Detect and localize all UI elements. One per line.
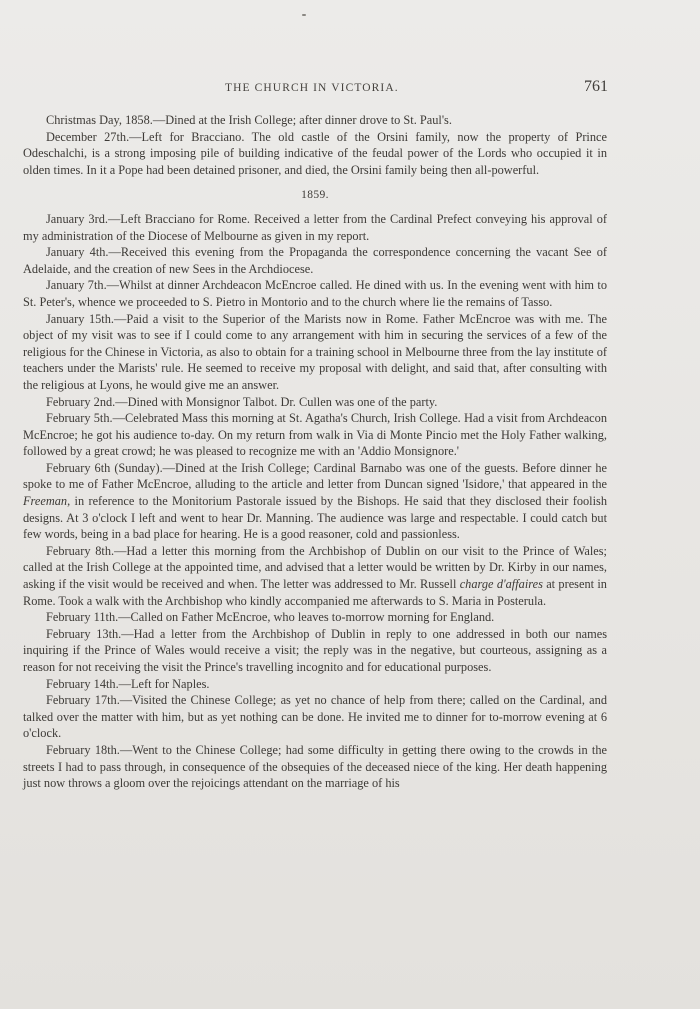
year-heading: 1859.	[301, 189, 329, 202]
running-header	[0, 78, 700, 98]
italic-text: Freeman	[23, 494, 68, 509]
running-title: THE CHURCH IN VICTORIA.	[225, 82, 399, 94]
paragraph: December 27th.—Left for Bracciano. The old castle of the Orsini family, now the property of Prince Odeschalchi, is a strong imposing pile of building indicative of the feudal power of the Lords who occupied it in olden times. In it a Pope had been detained prisoner, and died, the Orsini family being then all-powerful.	[23, 129, 607, 177]
paragraph: February 14th.—Left for Naples.	[46, 676, 210, 691]
body-text	[23, 112, 607, 792]
text-span: February 8th.—Had a letter this morning from the Archbishop of Dublin on our visit to the Prince of Wales; called at the Irish College at the appointed time, and advised that a letter would be written by Dr. Kirby in our names, asking if the visit would be received and when. The letter was addressed to Mr. Russell	[23, 543, 607, 592]
italic-text: charge d'affaires	[459, 577, 543, 592]
text-span: , in reference to the Monitorium Pastorale issued by the Bishops. He said that they disclosed their foolish designs. At 3 o'clock I left and went to hear Dr. Manning. The audience was large and respectable. I could catch but few words, being in a bad place for hearing. He is a good reasoner, cold and passionless.	[23, 494, 607, 542]
paragraph: February 2nd.—Dined with Monsignor Talbot. Dr. Cullen was one of the party.	[46, 394, 438, 409]
text-span: February 6th (Sunday).—Dined at the Irish College; Cardinal Barnabo was one of the guests. Before dinner he spoke to me of Father McEncroe, alluding to the article and letter from Duncan signed 'Isidore,' that appeared in the	[23, 460, 607, 492]
paragraph: January 4th.—Received this evening from the Propaganda the correspondence concerning the vacant See of Adelaide, and the creation of new Sees in the Archdiocese.	[23, 245, 607, 276]
paragraph: February 13th.—Had a letter from the Archbishop of Dublin in reply to one addressed in both our names inquiring if the Prince of Wales would receive a visit; the reply was in the negative, but courteous, assigning as a reason for not receiving the visit the Prince's travelling incognito and for educational purposes.	[23, 626, 607, 674]
paragraph: January 7th.—Whilst at dinner Archdeacon McEncroe called. He dined with us. In the evening went with him to St. Peter's, whence we proceeded to S. Pietro in Montorio and to the church where lie the remains of Tasso.	[23, 278, 607, 309]
paragraph: February 11th.—Called on Father McEncroe, who leaves to-morrow morning for England.	[46, 610, 495, 625]
paragraph: February 17th.—Visited the Chinese College; as yet no chance of help from there; called on the Cardinal, and talked over the matter with him, but as yet nothing can be done. He invited me to dinner for to-morrow evening at 6 o'clock.	[23, 693, 607, 741]
paragraph: Christmas Day, 1858.—Dined at the Irish College; after dinner drove to St. Paul's.	[46, 113, 452, 127]
paragraph: February 18th.—Went to the Chinese College; had some difficulty in getting there owing to the crowds in the streets I had to pass through, in consequence of the obsequies of the deceased niece of the king. Her death happening just now throws a gloom over the rejoicings attendant on the marriage of his	[23, 742, 607, 791]
paragraph	[23, 460, 607, 543]
page-number: 761	[584, 78, 608, 95]
paragraph	[23, 543, 607, 609]
paragraph: January 15th.—Paid a visit to the Superior of the Marists now in Rome. Father McEncroe was with me. The object of my visit was to see if I could come to any arrangement with him in securing the services of a few of the religious for the Chinese in Victoria, as also to obtain for a training school in Melbourne three from the lay institute of teachers under the Marists' rule. He seemed to receive my proposal with delight, and said that, after consulting with the religious at Lyons, he would give me an answer.	[23, 311, 607, 392]
text-span: at present in Rome. Took a walk with the Archbishop who kindly accompanied me afterwards to S. Maria in Posterula.	[23, 577, 607, 608]
paragraph: January 3rd.—Left Bracciano for Rome. Received a letter from the Cardinal Prefect conveying his approval of my administration of the Diocese of Melbourne as given in my report.	[23, 211, 607, 243]
page-mark	[302, 14, 306, 16]
paragraph: February 5th.—Celebrated Mass this morning at St. Agatha's Church, Irish College. Had a visit from Archdeacon McEncroe; he got his audience to-day. On my return from walk in Via di Monte Pincio met the Holy Father walking, followed by a great crowd; he was pleased to recognize me with an 'Addio Monsignore.'	[23, 411, 607, 459]
